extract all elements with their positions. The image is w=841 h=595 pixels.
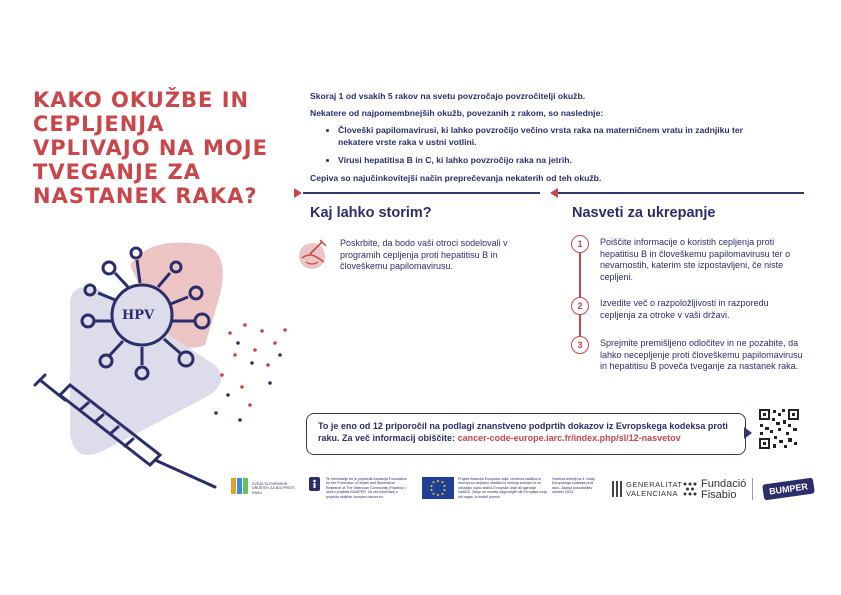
timeline-line	[579, 252, 581, 336]
fisabio-logo-text: Fundació Fisabio	[701, 478, 747, 501]
list-item: • Virusi hepatitisa B in C, ki lahko povzročijo raka na jetrih.	[338, 154, 780, 166]
divider-arrow-icon	[550, 188, 558, 198]
intro-paragraph-2: Nekatere od najpomembnejših okužb, povezanih z rakom, so naslednje:	[310, 108, 604, 118]
fisabio-icon	[682, 481, 698, 497]
left-section-text: Poskrbite, da bodo vaši otroci sodelovali v programih cepljenja proti hepatitisu B in človeškemu papilomavirusu.	[340, 238, 508, 271]
divider	[558, 192, 804, 194]
intro-block	[310, 90, 780, 189]
tip-text-3: Sprejmite premišljeno odločitev in ne pozabite, da lahko necepljenje proti človeškemu papilomavirusu in hepatitisu B poveča tveganje za nastanek raka.	[600, 338, 803, 371]
virus-label: HPV	[122, 308, 155, 323]
bumper-logo: BUMPER	[762, 478, 815, 501]
zveza-logo-icon	[230, 476, 250, 496]
section-heading-tips: Nasveti za ukrepanje	[572, 205, 716, 221]
zveza-logo-text: ZVEZA SLOVENSKIH DRUŠTEV ZA BOJ PROTI RAKU	[252, 482, 295, 495]
tip-text-1: Poiščite informacije o koristih cepljenja proti hepatitisu B in človeškemu papilomavirusu ter o nevarnostih, katerim ste izpostavljeni, če niste cepljeni.	[600, 237, 791, 282]
info-icon	[308, 476, 322, 494]
generalitat-icon	[611, 479, 623, 499]
eu-funding-text: Projekt financira Evropska unija. Izražena stališča in mnenja so izključno stališča in mnenja avtorjev in ne odražajo nujno stališč Evropske unije ali agencije HaDEA. Zanje ne moreta odgovarjati niti Evropska unija niti organ, ki dodeli pomoč.	[458, 477, 547, 499]
divider-arrow-icon	[294, 188, 302, 198]
vaccination-arm-icon	[296, 236, 332, 272]
box-arrow-icon	[744, 427, 752, 439]
info-text: Te informacije bo je pripravila fundacija Foundation for the Promotion of Health and Biomedical Research of The Valencian Community (Fisabio) v okviru projekta BUMPER. Za več informacij o projektu obiščite: bumper-cancer.eu	[326, 477, 407, 499]
recommendation-text: To je eno od 12 priporočil na podlagi znanstveno podprtih dokazov iz Evropskega kodeksa proti raku. Za več informacij obiščite: cancer-code-europe.iarc.fr/index.php/sl/12-nasvetov	[318, 421, 728, 443]
hpv-illustration	[30, 235, 300, 495]
step-number-2: 2	[571, 297, 589, 315]
tip-text-2: Izvedite več o razpoložljivosti in razporedu cepljenja za otroke v vaši državi.	[600, 298, 769, 320]
validity-text: Vsebina temelji na 4. izdaji Evropskega kodeksa proti raku. Zadnja posodobitev oktober 2024.	[552, 477, 595, 495]
step-number-1: 1	[571, 235, 589, 253]
divider	[303, 192, 540, 194]
intro-paragraph-1: Skoraj 1 od vsakih 5 rakov na svetu povzročajo povzročitelji okužb.	[310, 91, 586, 101]
website-link[interactable]: cancer-code-europe.iarc.fr/index.php/sl/12-nasvetov	[457, 433, 681, 443]
intro-paragraph-3: Cepiva so najučinkovitejši način preprečevanja nekaterih od teh okužb.	[310, 173, 602, 183]
section-heading-what-can-i-do: Kaj lahko storim?	[310, 205, 432, 221]
infection-list	[310, 124, 780, 166]
page-title: KAKO OKUŽBE IN CEPLJENJA VPLIVAJO NA MOJE TVEGANJE ZA NASTANEK RAKA?	[33, 88, 268, 208]
eu-flag-icon	[422, 477, 454, 499]
logo-divider	[752, 478, 753, 500]
generalitat-logo-text: GENERALITAT VALENCIANA	[626, 480, 683, 498]
step-number-3: 3	[571, 336, 589, 354]
list-item: • Človeški papilomavirusi, ki lahko povzročijo večino vrsta raka na materničnem vratu in zadnjiku ter nekatere vrste raka v ustni votlini.	[338, 124, 780, 148]
qr-code	[758, 408, 800, 450]
